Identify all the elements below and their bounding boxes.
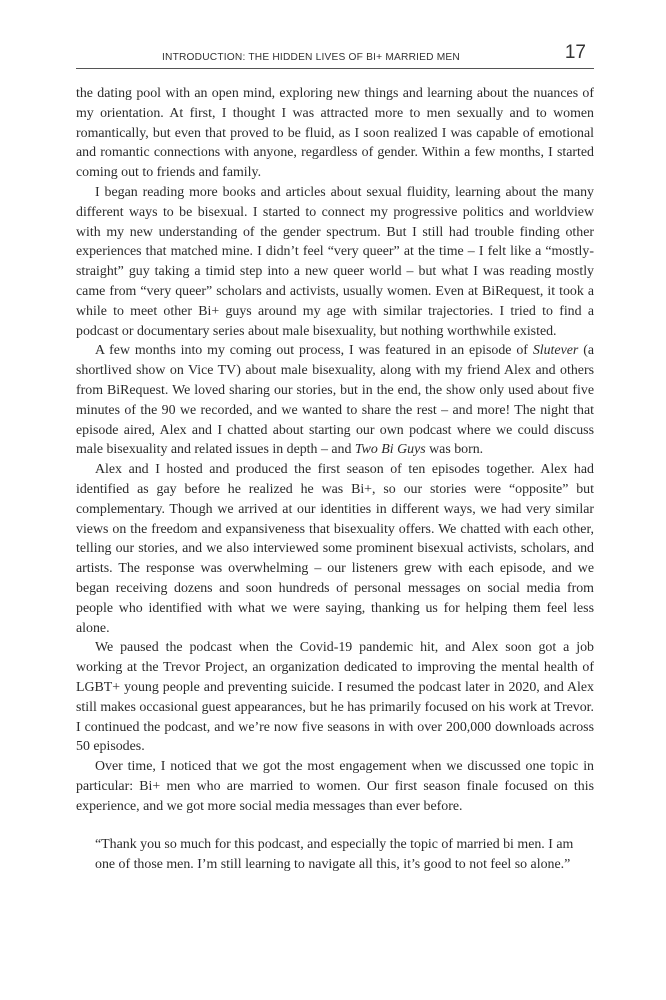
paragraph-4: Alex and I hosted and produced the first season of ten episodes together. Alex had identified as gay before he realized he was Bi+, so our stories were “opposite” but complementary. Though we arrived at our identities in different ways, we had very similar views on the freedom and expansiveness that bisexuality offers. We chatted with each other, telling our stories, and we also interviewed some prominent bisexual activists, scholars, and artists. The response was overwhelming – our listeners grew with each episode, and we began receiving dozens and soon hundreds of personal messages on social media from people who identified with what we were saying, thanking us for helping them feel less alone. — [76, 462, 594, 636]
paragraph-3-part-c: was born. — [425, 442, 484, 458]
running-head-title: INTRODUCTION: THE HIDDEN LIVES OF BI+ MARRIED MEN — [161, 52, 460, 63]
page-number: 17 — [564, 42, 586, 63]
paragraph-2: I began reading more books and articles about sexual fluidity, learning about the many different ways to be bisexual. I started to connect my progressive politics and worldview with my new understanding of the gender spectrum. But I still had trouble finding other experiences that matched mine. I didn’t feel “very queer” at the time – I felt like a “mostly-straight” guy taking a timid step into a new queer world – but what I was reading mostly came from “very queer” scholars and activists, usually women. Even at BiRequest, it took a while to meet other Bi+ guys around my age with similar trajectories. I tried to find a podcast or documentary series about male bisexuality, but nothing worthwhile existed. — [76, 184, 594, 339]
podcast-title-two-bi-guys: Two Bi Guys — [354, 442, 426, 458]
paragraph-5: We paused the podcast when the Covid-19 pandemic hit, and Alex soon got a job working at the Trevor Project, an organization dedicated to improving the mental health of LGBT+ young people and preventing suicide. I resumed the podcast later in 2020, and Alex still makes occasional guest appearances, but he has primarily focused on his work at Trevor. I continued the podcast, and we’re now five seasons in with over 200,000 downloads across 50 episodes. — [76, 640, 594, 755]
paragraph-1: the dating pool with an open mind, exploring new things and learning about the nuances of my orientation. At first, I thought I was attracted more to men sexually and to women romantically, but even that proved to be fluid, as I soon realized I was capable of emotional and romantic connections with anyone, regardless of gender. Within a few months, I started coming out to friends and family. — [76, 86, 594, 181]
paragraph-6: Over time, I noticed that we got the most engagement when we discussed one topic in particular: Bi+ men who are married to women. Our first season finale focused on this experience, and we got more social media messages than ever before. — [76, 759, 594, 814]
paragraph-3-part-a: A few months into my coming out process, I was featured in an episode of — [95, 343, 533, 359]
header-rule — [76, 68, 594, 69]
paragraph-3 — [76, 341, 594, 460]
running-head — [76, 42, 594, 70]
show-title-slutever: Slutever — [532, 343, 579, 359]
block-quote: “Thank you so much for this podcast, and especially the topic of married bi men. I am one of those men. I’m still learning to navigate all this, it’s good to not feel so alone.” — [95, 837, 574, 873]
body-text — [76, 84, 594, 875]
paragraph-3-part-b: (a shortlived show on Vice TV) about male bisexuality, along with my friend Alex and others from BiRequest. We loved sharing our stories, but in the end, the show only used about five minutes of the 90 we recorded, and we wanted to share the rest – and more! The night that episode aired, Alex and I chatted about starting our own podcast where we could discuss male bisexuality and related issues in depth – and — [76, 343, 595, 458]
